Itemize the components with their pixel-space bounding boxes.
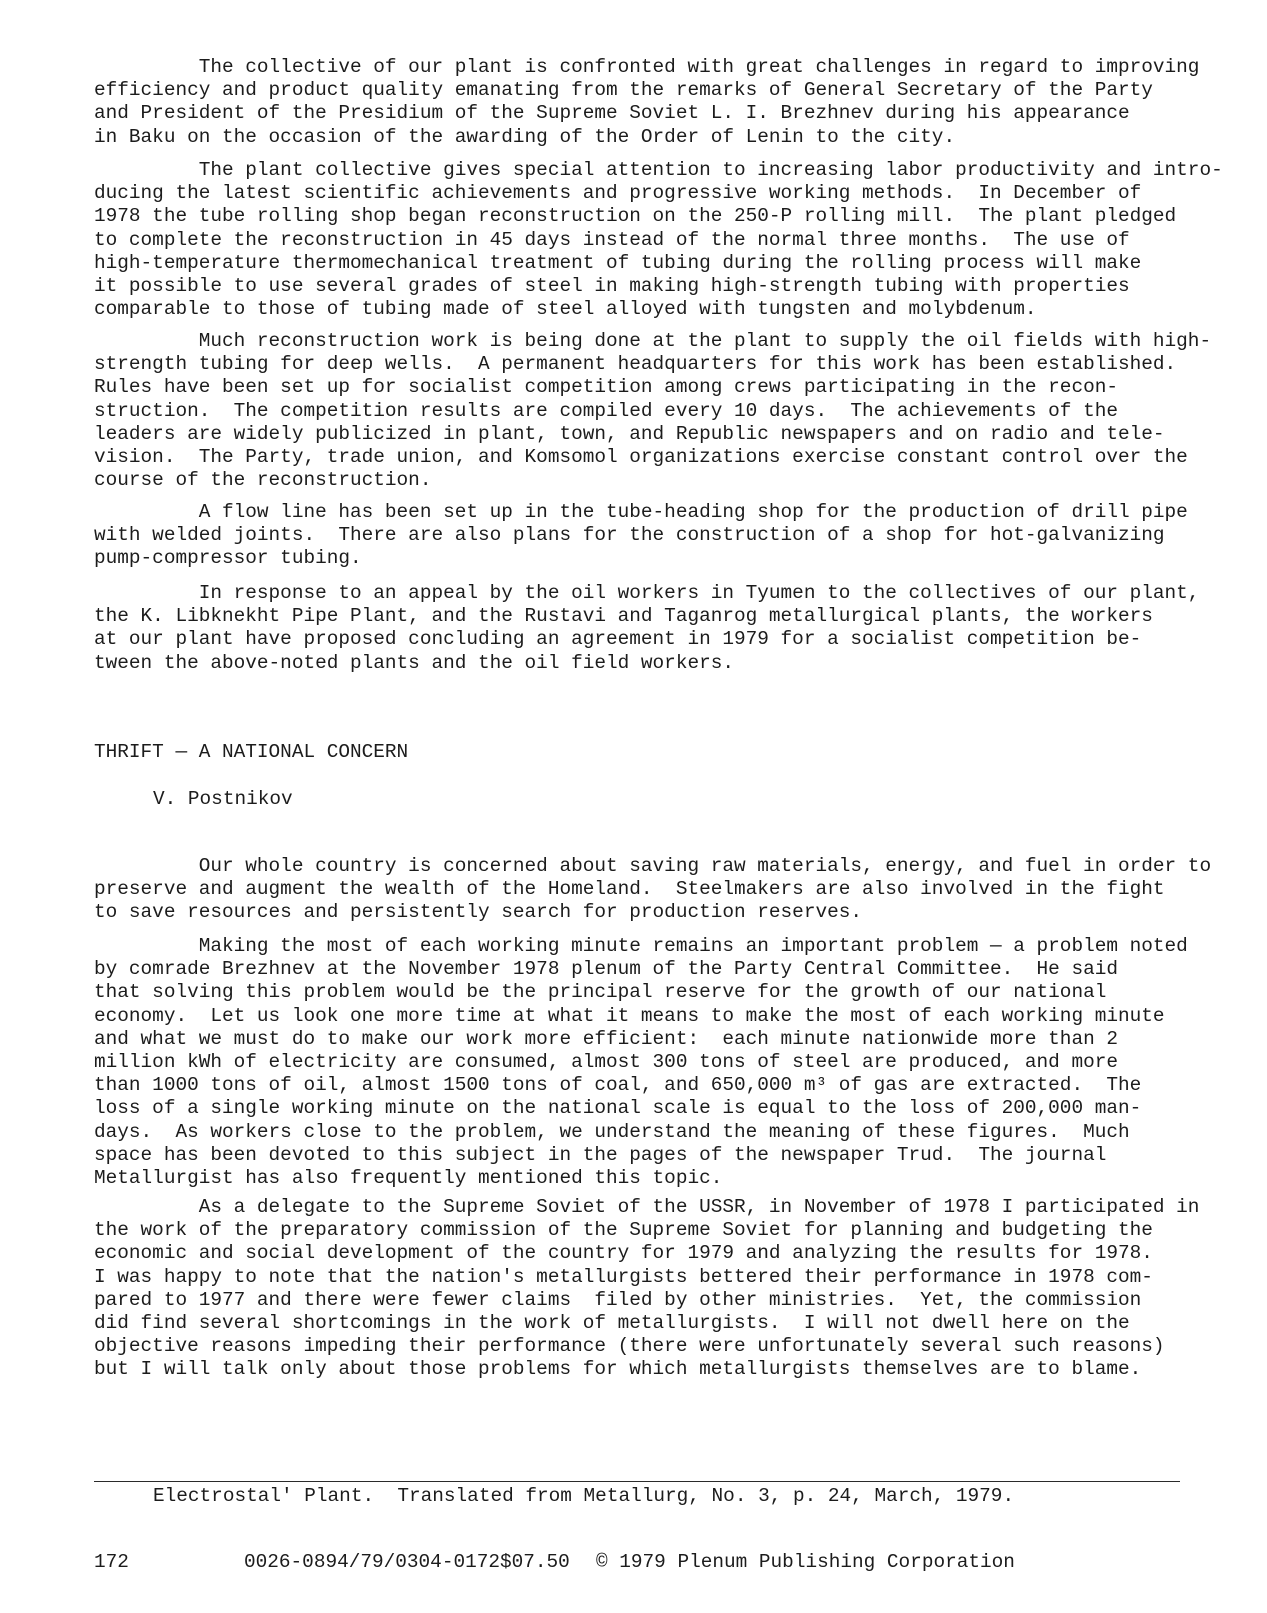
text-line: vision. The Party, trade union, and Komsomol organizations exercise constant control over the <box>94 446 1188 469</box>
paragraph <box>94 582 1200 675</box>
text-line: Our whole country is concerned about saving raw materials, energy, and fuel in order to <box>94 855 1212 877</box>
text-line: I was happy to note that the nation's metallurgists bettered their performance in 1978 com- <box>94 1265 1153 1288</box>
paragraph <box>94 56 1200 149</box>
text-line: Rules have been set up for socialist competition among crews participating in the recon- <box>94 376 1118 399</box>
text-line: high-temperature thermomechanical treatment of tubing during the rolling process will make <box>94 251 1142 274</box>
text-line: comparable to those of tubing made of steel alloyed with tungsten and molybdenum. <box>94 298 1037 321</box>
text-line: space has been devoted to this subject in the pages of the newspaper Trud. The journal <box>94 1143 1107 1166</box>
text-line: pared to 1977 and there were fewer claims filed by other ministries. Yet, the commission <box>94 1288 1142 1311</box>
text-line: economy. Let us look one more time at what it means to make the most of each working minute <box>94 1004 1165 1027</box>
article-title: THRIFT — A NATIONAL CONCERN <box>94 741 409 763</box>
paragraph <box>94 935 1188 1190</box>
text-line: struction. The competition results are compiled every 10 days. The achievements of the <box>94 399 1118 422</box>
text-line: 1978 the tube rolling shop began reconstruction on the 250-P rolling mill. The plant pledged <box>94 205 1177 228</box>
text-line: As a delegate to the Supreme Soviet of the USSR, in November of 1978 I participated in <box>94 1196 1200 1218</box>
text-line: economic and social development of the country for 1979 and analyzing the results for 1978. <box>94 1242 1153 1265</box>
text-line: ducing the latest scientific achievements and progressive working methods. In December of <box>94 182 1142 205</box>
paragraph <box>94 330 1212 492</box>
text-line: pump-compressor tubing. <box>94 547 362 570</box>
text-line: A flow line has been set up in the tube-heading shop for the production of drill pipe <box>94 501 1188 523</box>
text-line: and what we must do to make our work more efficient: each minute nationwide more than 2 <box>94 1027 1118 1050</box>
text-line: the work of the preparatory commission of the Supreme Soviet for planning and budgeting the <box>94 1219 1153 1242</box>
text-line: The collective of our plant is confronted with great challenges in regard to improving <box>94 56 1200 78</box>
text-line: loss of a single working minute on the national scale is equal to the loss of 200,000 man- <box>94 1097 1142 1120</box>
text-line: that solving this problem would be the principal reserve for the growth of our national <box>94 981 1107 1004</box>
text-line: million kWh of electricity are consumed, almost 300 tons of steel are produced, and more <box>94 1051 1118 1074</box>
text-line: with welded joints. There are also plans for the construction of a shop for hot-galvanizing <box>94 524 1165 547</box>
text-line: it possible to use several grades of steel in making high-strength tubing with properties <box>94 275 1130 298</box>
text-line: objective reasons impeding their performance (there were unfortunately several such reasons) <box>94 1335 1165 1358</box>
text-line: and President of the Presidium of the Supreme Soviet L. I. Brezhnev during his appearance <box>94 102 1130 125</box>
page-number: 172 <box>94 1551 129 1573</box>
text-line: Metallurgist has also frequently mentioned this topic. <box>94 1167 723 1190</box>
text-line: tween the above-noted plants and the oil field workers. <box>94 651 734 674</box>
text-line: Making the most of each working minute remains an important problem — a problem noted <box>94 935 1188 957</box>
paragraph <box>94 159 1223 321</box>
publication-code: 0026-0894/79/0304-0172$07.50 <box>244 1551 570 1573</box>
text-line: In response to an appeal by the oil workers in Tyumen to the collectives of our plant, <box>94 582 1200 604</box>
text-line: leaders are widely publicized in plant, town, and Republic newspapers and on radio and tele- <box>94 422 1165 445</box>
text-line: than 1000 tons of oil, almost 1500 tons of coal, and 650,000 m³ of gas are extracted. The <box>94 1074 1142 1097</box>
paragraph <box>94 855 1212 925</box>
text-line: to save resources and persistently search for production reserves. <box>94 901 862 924</box>
text-line: strength tubing for deep wells. A permanent headquarters for this work has been established. <box>94 353 1177 376</box>
footnote: Electrostal' Plant. Translated from Metallurg, No. 3, p. 24, March, 1979. <box>153 1485 1015 1507</box>
text-line: preserve and augment the wealth of the Homeland. Steelmakers are also involved in the fight <box>94 878 1165 901</box>
text-line: did find several shortcomings in the work of metallurgists. I will not dwell here on the <box>94 1312 1130 1335</box>
copyright-notice: © 1979 Plenum Publishing Corporation <box>596 1551 1015 1573</box>
text-line: but I will talk only about those problems for which metallurgists themselves are to blame. <box>94 1358 1142 1381</box>
text-line: in Baku on the occasion of the awarding of the Order of Lenin to the city. <box>94 125 956 148</box>
text-line: The plant collective gives special attention to increasing labor productivity and intro- <box>94 159 1223 181</box>
article-author: V. Postnikov <box>153 788 293 810</box>
footnote-divider <box>94 1481 1180 1482</box>
text-line: the K. Libknekht Pipe Plant, and the Rustavi and Taganrog metallurgical plants, the workers <box>94 605 1153 628</box>
text-line: by comrade Brezhnev at the November 1978 plenum of the Party Central Committee. He said <box>94 958 1118 981</box>
paragraph <box>94 1196 1200 1382</box>
text-line: to complete the reconstruction in 45 days instead of the normal three months. The use of <box>94 228 1130 251</box>
text-line: efficiency and product quality emanating from the remarks of General Secretary of the Party <box>94 79 1153 102</box>
text-line: Much reconstruction work is being done at the plant to supply the oil fields with high- <box>94 330 1212 352</box>
text-line: days. As workers close to the problem, we understand the meaning of these figures. Much <box>94 1120 1130 1143</box>
text-line: course of the reconstruction. <box>94 469 432 492</box>
paragraph <box>94 501 1188 571</box>
text-line: at our plant have proposed concluding an agreement in 1979 for a socialist competition be- <box>94 628 1142 651</box>
